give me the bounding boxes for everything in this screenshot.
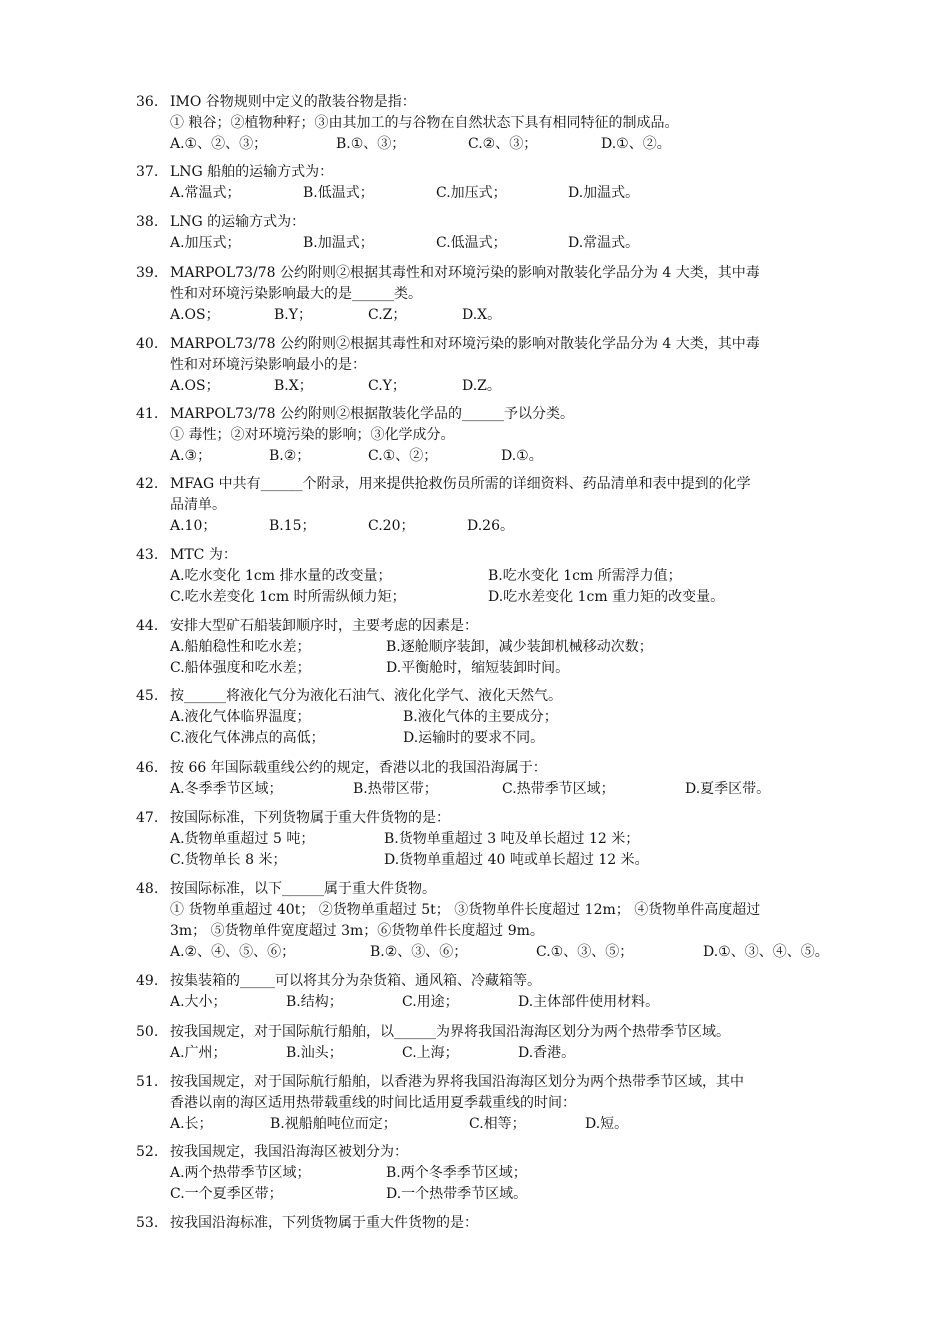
options-row bbox=[170, 1043, 866, 1064]
option-a: A.②、④、⑤、⑥； bbox=[170, 944, 296, 960]
question-number: 51. bbox=[136, 1074, 159, 1090]
question-text: 香港以南的海区适用热带载重线的时间比适用夏季载重线的时间： bbox=[170, 1095, 576, 1111]
options-row bbox=[170, 183, 866, 204]
question-text: 3m； ⑤货物单件宽度超过 3m；⑥货物单件长度超过 9m。 bbox=[170, 923, 544, 939]
option-a: A.货物单重超过 5 吨； bbox=[170, 831, 315, 847]
question-text: 性和对环境污染影响最大的是______类。 bbox=[170, 286, 422, 302]
question-number: 44. bbox=[136, 618, 159, 634]
option-d: D.Z。 bbox=[462, 378, 501, 394]
option-a: A.大小； bbox=[170, 994, 227, 1010]
question-text: MARPOL73/78 公约附则②根据散装化学品的______予以分类。 bbox=[170, 406, 574, 422]
options-row bbox=[170, 446, 866, 467]
question-48 bbox=[136, 879, 866, 963]
option-a: A.OS； bbox=[170, 307, 220, 323]
option-c: C.①、③、⑤； bbox=[536, 944, 634, 960]
question-number: 49. bbox=[136, 973, 159, 989]
question-text: 按我国规定，我国沿海海区被划分为： bbox=[170, 1144, 408, 1160]
option-c: C.船体强度和吃水差； bbox=[170, 660, 311, 676]
option-c: C.②、③； bbox=[468, 136, 538, 152]
option-c: C.一个夏季区带； bbox=[170, 1186, 283, 1202]
question-37 bbox=[136, 162, 866, 204]
options-row bbox=[170, 376, 866, 397]
option-b: B.②； bbox=[269, 448, 311, 464]
option-d: D.平衡舱时，缩短装卸时间。 bbox=[386, 660, 570, 676]
option-c: C.Z； bbox=[368, 307, 407, 323]
question-46 bbox=[136, 758, 866, 800]
question-text: 按国际标准，下列货物属于重大件货物的是： bbox=[170, 810, 450, 826]
question-43 bbox=[136, 545, 866, 608]
option-d: D.短。 bbox=[585, 1116, 629, 1132]
options-row bbox=[170, 134, 866, 155]
question-text: MARPOL73/78 公约附则②根据其毒性和对环境污染的影响对散装化学品分为 4 大类，其中毒 bbox=[170, 265, 760, 281]
option-a: A.两个热带季节区域； bbox=[170, 1165, 311, 1181]
option-b: B.①、③； bbox=[336, 136, 406, 152]
question-text: 按______将液化气分为液化石油气、液化化学气、液化天然气。 bbox=[170, 688, 562, 704]
option-a: A.液化气体临界温度； bbox=[170, 709, 311, 725]
question-text: 按 66 年国际载重线公约的规定，香港以北的我国沿海属于： bbox=[170, 760, 547, 776]
question-number: 40. bbox=[136, 336, 159, 352]
option-c: C.热带季节区域； bbox=[502, 781, 615, 797]
option-d: D.运输时的要求不同。 bbox=[403, 730, 545, 746]
question-number: 43. bbox=[136, 547, 159, 563]
question-53 bbox=[136, 1213, 866, 1234]
question-text: 按国际标准，以下______属于重大件货物。 bbox=[170, 881, 436, 897]
question-number: 48. bbox=[136, 881, 159, 897]
question-number: 36. bbox=[136, 94, 159, 110]
options-row bbox=[170, 566, 866, 587]
option-c: C.货物单长 8 米； bbox=[170, 852, 287, 868]
question-text: MFAG 中共有______个附录，用来提供抢救伤员所需的详细资料、药品清单和表中提到的化学 bbox=[170, 476, 751, 492]
option-a: A.船舶稳性和吃水差； bbox=[170, 639, 311, 655]
option-b: B.热带区带； bbox=[353, 781, 438, 797]
option-a: A.吃水变化 1cm 排水量的改变量； bbox=[170, 568, 392, 584]
option-b: B.低温式； bbox=[303, 185, 374, 201]
question-text: ① 货物单重超过 40t； ②货物单重超过 5t； ③货物单件长度超过 12m； ④货物单件高度超过 bbox=[170, 902, 761, 918]
question-number: 53. bbox=[136, 1215, 159, 1231]
question-39 bbox=[136, 263, 866, 326]
option-a: A.①、②、③； bbox=[170, 136, 268, 152]
options-row bbox=[170, 658, 866, 679]
option-d: D.吃水差变化 1cm 重力矩的改变量。 bbox=[488, 589, 725, 605]
option-a: A.③； bbox=[170, 448, 212, 464]
options-row bbox=[170, 305, 866, 326]
option-a: A.OS； bbox=[170, 378, 220, 394]
question-number: 46. bbox=[136, 760, 159, 776]
option-d: D.香港。 bbox=[518, 1045, 576, 1061]
options-row bbox=[170, 1163, 866, 1184]
question-51 bbox=[136, 1072, 866, 1135]
question-text: 按我国沿海标准，下列货物属于重大件货物的是： bbox=[170, 1215, 478, 1231]
question-text: 品清单。 bbox=[170, 497, 226, 513]
options-row bbox=[170, 1114, 866, 1135]
option-d: D.①、③、④、⑤。 bbox=[703, 944, 829, 960]
option-d: D.主体部件使用材料。 bbox=[518, 994, 660, 1010]
option-c: C.①、②； bbox=[368, 448, 438, 464]
option-b: B.②、③、⑥； bbox=[370, 944, 468, 960]
option-b: B.汕头； bbox=[286, 1045, 343, 1061]
question-38 bbox=[136, 212, 866, 254]
option-d: D.26。 bbox=[467, 518, 514, 534]
option-c: C.用途； bbox=[402, 994, 459, 1010]
option-c: C.20； bbox=[368, 518, 415, 534]
option-d: D.夏季区带。 bbox=[685, 781, 771, 797]
option-b: B.15； bbox=[269, 518, 316, 534]
option-b: B.视船舶吨位而定； bbox=[270, 1116, 397, 1132]
question-47 bbox=[136, 808, 866, 871]
question-text: MARPOL73/78 公约附则②根据其毒性和对环境污染的影响对散装化学品分为 4 大类，其中毒 bbox=[170, 336, 760, 352]
question-50 bbox=[136, 1022, 866, 1064]
question-45 bbox=[136, 686, 866, 749]
option-a: A.长； bbox=[170, 1116, 213, 1132]
option-c: C.相等； bbox=[469, 1116, 526, 1132]
options-row bbox=[170, 992, 866, 1013]
question-44 bbox=[136, 616, 866, 679]
question-52 bbox=[136, 1142, 866, 1205]
options-row bbox=[170, 942, 866, 963]
options-row bbox=[170, 779, 866, 800]
question-42 bbox=[136, 474, 866, 537]
option-c: C.上海； bbox=[402, 1045, 459, 1061]
question-text: 性和对环境污染影响最小的是： bbox=[170, 357, 366, 373]
option-d: D.一个热带季节区域。 bbox=[386, 1186, 528, 1202]
option-b: B.逐舱顺序装卸，减少装卸机械移动次数； bbox=[386, 639, 653, 655]
option-c: C.Y； bbox=[368, 378, 406, 394]
option-a: A.10； bbox=[170, 518, 217, 534]
options-row bbox=[170, 1184, 866, 1205]
options-row bbox=[170, 850, 866, 871]
question-number: 42. bbox=[136, 476, 159, 492]
option-c: C.吃水差变化 1cm 时所需纵倾力矩； bbox=[170, 589, 406, 605]
options-row bbox=[170, 829, 866, 850]
question-text: LNG 船舶的运输方式为： bbox=[170, 164, 334, 180]
option-b: B.货物单重超过 3 吨及单长超过 12 米； bbox=[384, 831, 640, 847]
question-text: LNG 的运输方式为： bbox=[170, 214, 306, 230]
question-36 bbox=[136, 92, 866, 155]
question-41 bbox=[136, 404, 866, 467]
question-number: 52. bbox=[136, 1144, 159, 1160]
option-b: B.液化气体的主要成分； bbox=[403, 709, 558, 725]
option-d: D.加温式。 bbox=[568, 185, 640, 201]
option-a: A.常温式； bbox=[170, 185, 241, 201]
question-number: 38. bbox=[136, 214, 159, 230]
option-b: B.X； bbox=[274, 378, 313, 394]
question-number: 39. bbox=[136, 265, 159, 281]
options-row bbox=[170, 587, 866, 608]
option-d: D.X。 bbox=[462, 307, 502, 323]
options-row bbox=[170, 637, 866, 658]
option-b: B.Y； bbox=[274, 307, 312, 323]
options-row bbox=[170, 707, 866, 728]
question-number: 41. bbox=[136, 406, 159, 422]
question-text: ① 毒性；②对环境污染的影响；③化学成分。 bbox=[170, 427, 455, 443]
option-b: B.结构； bbox=[286, 994, 343, 1010]
question-text: 按我国规定，对于国际航行船舶，以香港为界将我国沿海海区划分为两个热带季节区域，其中 bbox=[170, 1074, 744, 1090]
question-number: 50. bbox=[136, 1024, 159, 1040]
option-d: D.货物单重超过 40 吨或单长超过 12 米。 bbox=[384, 852, 649, 868]
option-d: D.①、②。 bbox=[601, 136, 671, 152]
question-text: 按集装箱的_____可以将其分为杂货箱、通风箱、冷藏箱等。 bbox=[170, 973, 541, 989]
options-row bbox=[170, 728, 866, 749]
option-c: C.加压式； bbox=[436, 185, 507, 201]
option-c: C.液化气体沸点的高低； bbox=[170, 730, 325, 746]
question-40 bbox=[136, 334, 866, 397]
question-text: 安排大型矿石船装卸顺序时，主要考虑的因素是： bbox=[170, 618, 478, 634]
option-c: C.低温式； bbox=[436, 235, 507, 251]
option-d: D.常温式。 bbox=[568, 235, 640, 251]
question-text: 按我国规定，对于国际航行船舶，以______为界将我国沿海海区划分为两个热带季节区域。 bbox=[170, 1024, 730, 1040]
option-b: B.两个冬季季节区域； bbox=[386, 1165, 527, 1181]
option-a: A.冬季季节区域； bbox=[170, 781, 283, 797]
question-text: MTC 为： bbox=[170, 547, 237, 563]
option-d: D.①。 bbox=[501, 448, 543, 464]
question-text: IMO 谷物规则中定义的散装谷物是指： bbox=[170, 94, 416, 110]
question-text: ① 粮谷；②植物种籽；③由其加工的与谷物在自然状态下具有相同特征的制成品。 bbox=[170, 115, 679, 131]
option-a: A.广州； bbox=[170, 1045, 227, 1061]
question-number: 37. bbox=[136, 164, 159, 180]
option-b: B.吃水变化 1cm 所需浮力值； bbox=[488, 568, 682, 584]
option-b: B.加温式； bbox=[303, 235, 374, 251]
options-row bbox=[170, 516, 866, 537]
question-49 bbox=[136, 971, 866, 1013]
question-number: 47. bbox=[136, 810, 159, 826]
question-number: 45. bbox=[136, 688, 159, 704]
option-a: A.加压式； bbox=[170, 235, 241, 251]
options-row bbox=[170, 233, 866, 254]
